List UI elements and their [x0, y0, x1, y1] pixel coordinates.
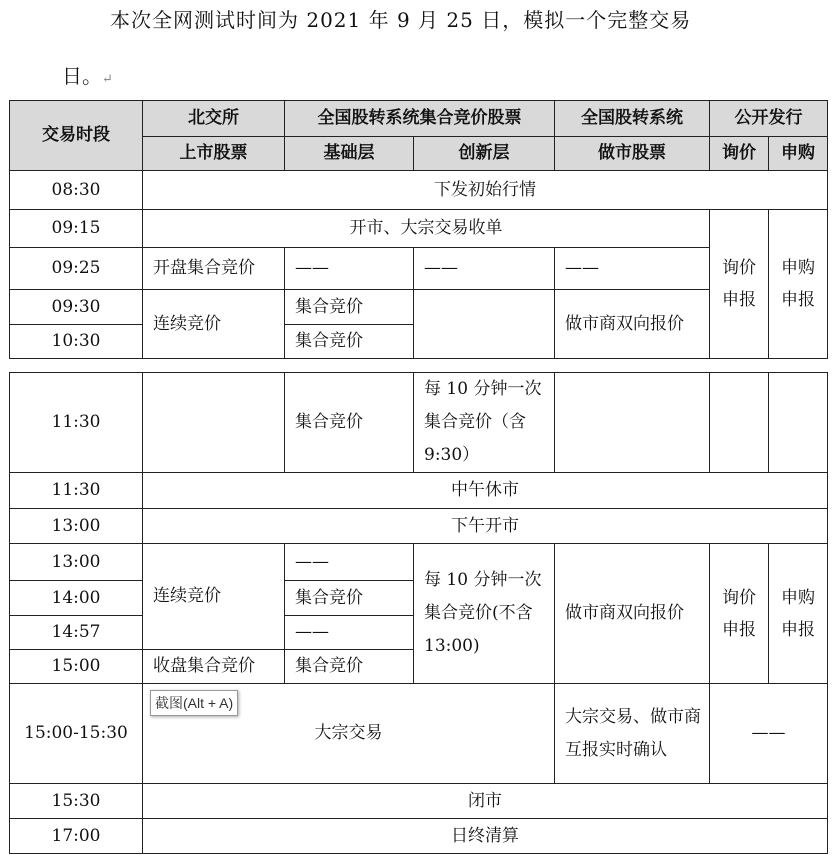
event-cell: 下发初始行情 — [143, 171, 828, 210]
schedule-table-part-2 — [9, 372, 828, 854]
basic-cell: 集合竞价 — [285, 325, 414, 359]
time-cell: 15:30 — [10, 784, 143, 819]
table-row — [10, 210, 828, 248]
table-row — [10, 290, 828, 325]
event-cell: 下午开市 — [143, 509, 828, 544]
time-cell: 09:30 — [10, 290, 143, 325]
time-cell: 17:00 — [10, 819, 143, 854]
table-row — [10, 509, 828, 544]
subscribe-cell: 申购申报 — [769, 544, 828, 684]
header-bjs: 北交所 — [143, 101, 285, 137]
header-basic: 基础层 — [285, 137, 414, 171]
bjs-cell: 连续竞价 — [143, 290, 285, 359]
bjs-cell — [143, 373, 285, 473]
subscribe-cell: 申购申报 — [769, 210, 828, 359]
bjs-cell: 连续竞价 — [143, 544, 285, 650]
time-cell: 10:30 — [10, 325, 143, 359]
time-cell: 14:00 — [10, 581, 143, 616]
time-cell: 14:57 — [10, 616, 143, 650]
table-row — [10, 373, 828, 473]
event-cell: 闭市 — [143, 784, 828, 819]
event-cell: 开市、大宗交易收单 — [143, 210, 710, 248]
header-bjs-2: 上市股票 — [143, 137, 285, 171]
time-cell: 15:00-15:30 — [10, 684, 143, 784]
header-mm: 全国股转系统 — [555, 101, 710, 137]
bjs-cell: 收盘集合竞价 — [143, 650, 285, 684]
event-cell: 日终清算 — [143, 819, 828, 854]
time-cell: 09:25 — [10, 248, 143, 290]
basic-cell: —— — [285, 616, 414, 650]
mm-cell: 做市商双向报价 — [555, 290, 710, 359]
time-cell: 11:30 — [10, 473, 143, 509]
mm-cell — [555, 373, 710, 473]
table-row — [10, 784, 828, 819]
subscribe-cell — [769, 373, 828, 473]
time-cell: 13:00 — [10, 509, 143, 544]
public-cell: —— — [710, 684, 828, 784]
header-innovation: 创新层 — [414, 137, 555, 171]
innovation-cell — [414, 290, 555, 359]
time-cell: 08:30 — [10, 171, 143, 210]
basic-cell: 集合竞价 — [285, 650, 414, 684]
block-trade-cell: 大宗交易 — [143, 684, 555, 784]
basic-cell: 集合竞价 — [285, 581, 414, 616]
basic-cell: —— — [285, 544, 414, 581]
mm-cell: —— — [555, 248, 710, 290]
mm-cell: 大宗交易、做市商互报实时确认 — [555, 684, 710, 784]
mm-cell: 做市商双向报价 — [555, 544, 710, 684]
table-row — [10, 684, 828, 784]
basic-cell: —— — [285, 248, 414, 290]
time-cell: 13:00 — [10, 544, 143, 581]
inquiry-cell: 询价申报 — [710, 544, 769, 684]
time-cell: 09:15 — [10, 210, 143, 248]
table-row — [10, 171, 828, 210]
basic-cell: 集合竞价 — [285, 290, 414, 325]
paragraph-line-1: 本次全网测试时间为 2021 年 9 月 25 日，模拟一个完整交易 — [110, 8, 692, 32]
header-neeq-auction: 全国股转系统集合竞价股票 — [285, 101, 555, 137]
header-subscribe: 申购 — [769, 137, 828, 171]
time-cell: 15:00 — [10, 650, 143, 684]
event-cell: 中午休市 — [143, 473, 828, 509]
innovation-cell: —— — [414, 248, 555, 290]
table-row — [10, 248, 828, 290]
table-row — [10, 819, 828, 854]
header-inquiry: 询价 — [710, 137, 769, 171]
paragraph-line-2: 日。↵ — [62, 64, 113, 88]
bjs-cell: 开盘集合竞价 — [143, 248, 285, 290]
inquiry-cell — [710, 373, 769, 473]
header-time: 交易时段 — [10, 101, 143, 171]
innovation-cell: 每 10 分钟一次集合竞价(不含 13:00) — [414, 544, 555, 684]
schedule-table-part-1 — [9, 100, 828, 359]
table-row — [10, 544, 828, 581]
header-public: 公开发行 — [710, 101, 828, 137]
basic-cell: 集合竞价 — [285, 373, 414, 473]
inquiry-cell: 询价申报 — [710, 210, 769, 359]
header-mm-2: 做市股票 — [555, 137, 710, 171]
time-cell: 11:30 — [10, 373, 143, 473]
table-row — [10, 473, 828, 509]
return-mark-icon: ↵ — [102, 72, 113, 87]
screenshot-tooltip: 截图(Alt + A) — [150, 690, 238, 716]
innovation-cell: 每 10 分钟一次集合竞价（含 9:30） — [414, 373, 555, 473]
